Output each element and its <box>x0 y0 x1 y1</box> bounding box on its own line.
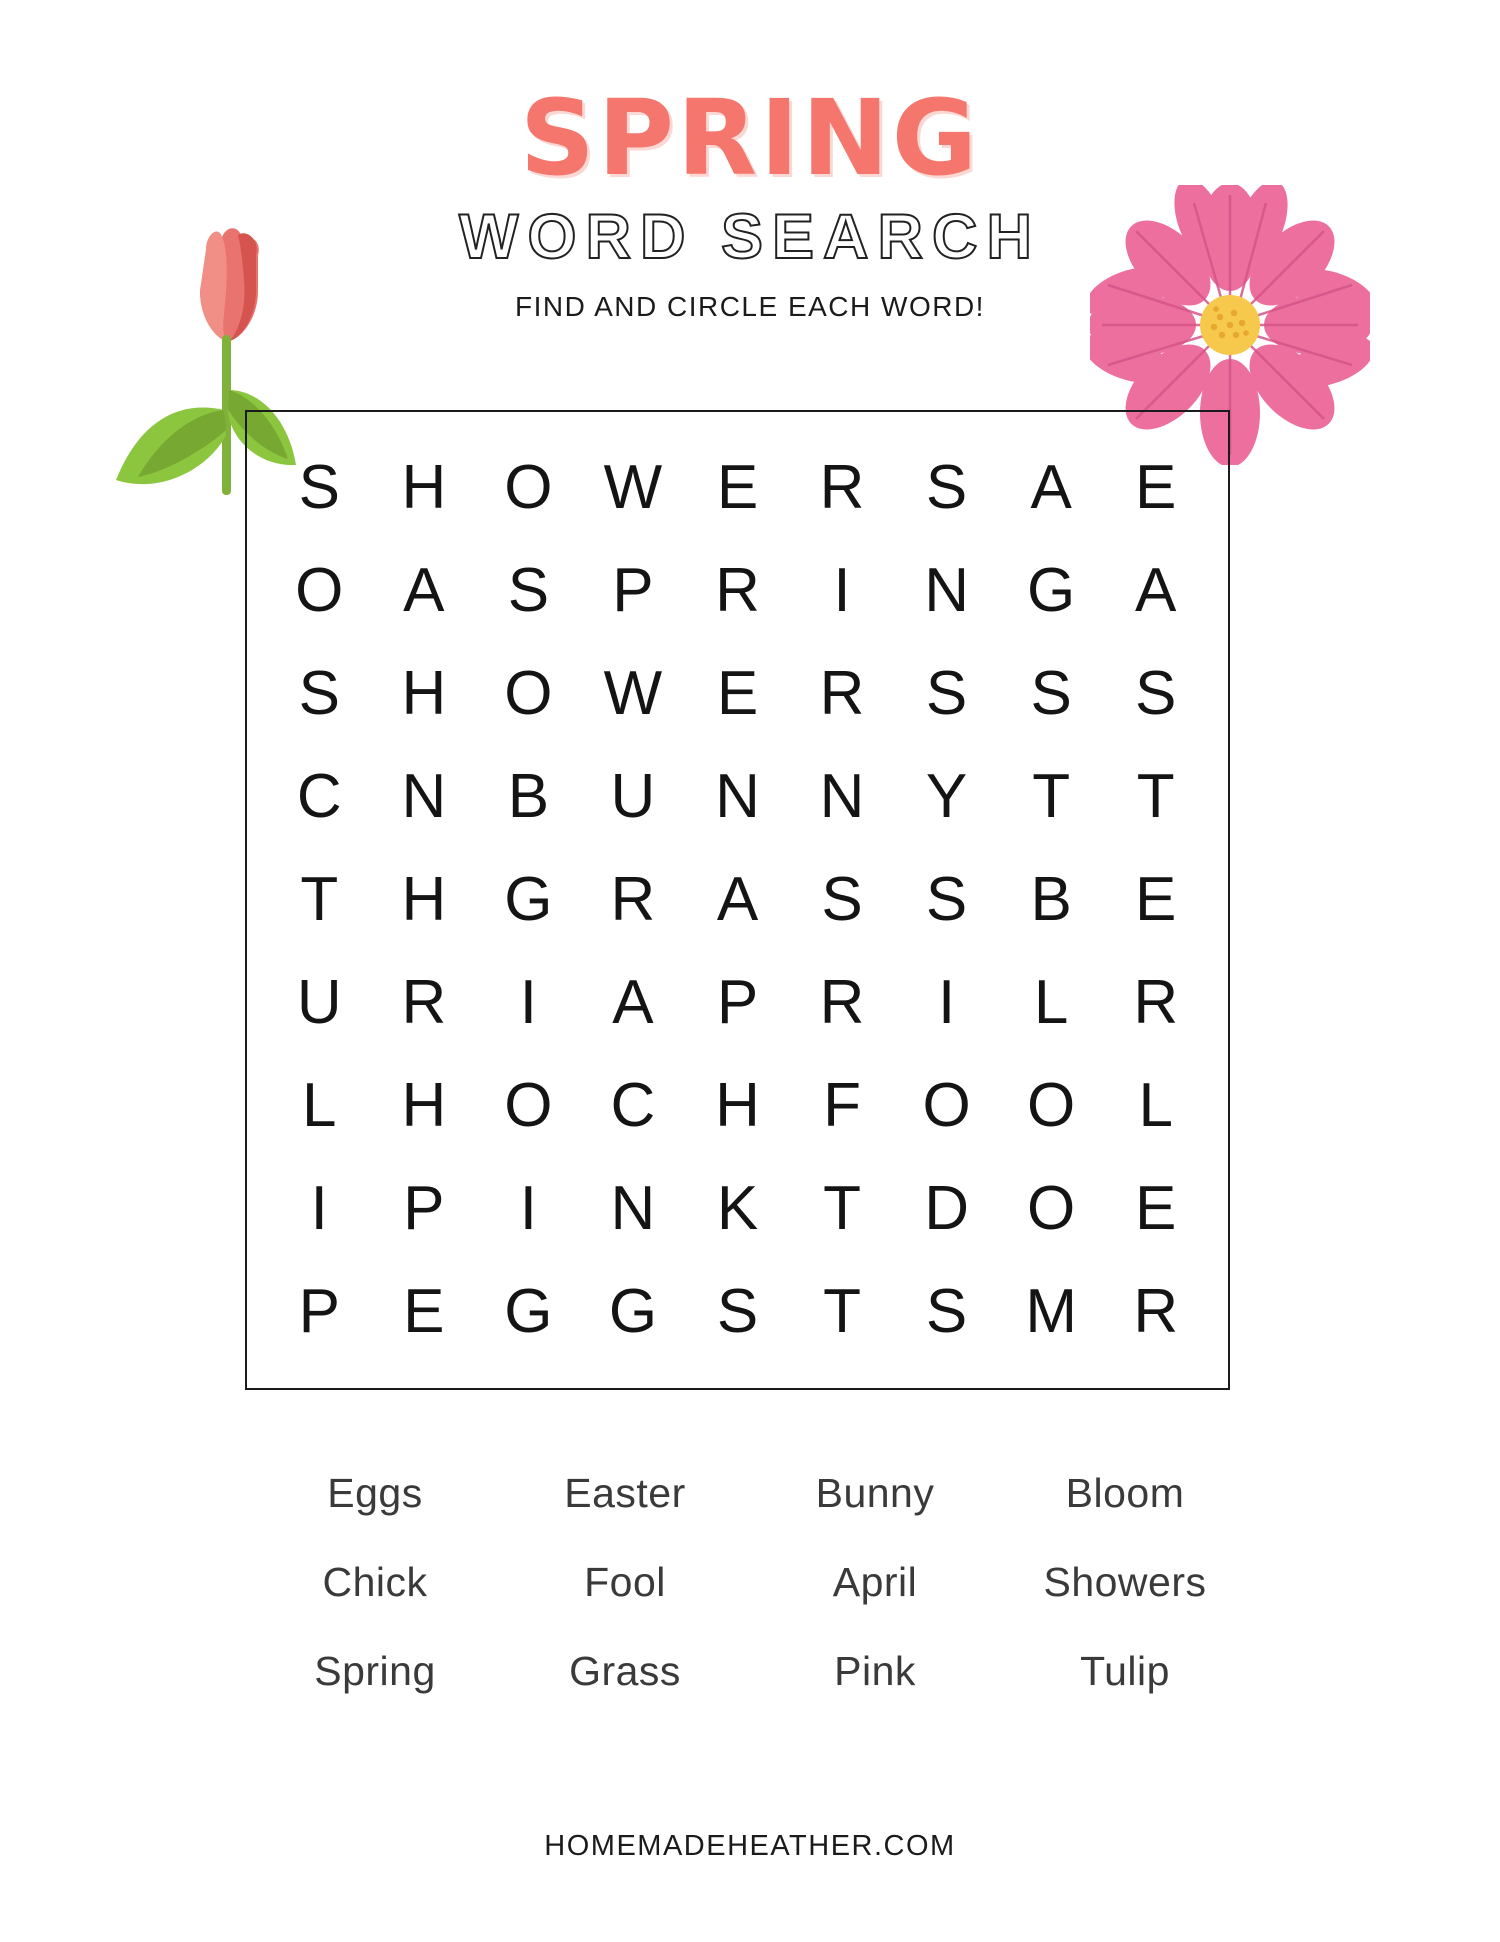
grid-cell: M <box>1025 1277 1077 1347</box>
grid-cell: E <box>1135 452 1177 522</box>
grid-cell: G <box>608 1277 658 1347</box>
grid-cell: P <box>612 555 654 625</box>
grid-cell: S <box>925 864 968 934</box>
grid-cell: E <box>1135 864 1177 934</box>
grid-cell: O <box>922 1071 971 1141</box>
grid-cell: O <box>1027 1174 1076 1244</box>
grid-cell: T <box>1032 761 1071 831</box>
grid-cell: R <box>819 452 865 522</box>
word-list-item: Pink <box>834 1648 916 1694</box>
grid-cell: K <box>716 1174 759 1244</box>
grid-cell: O <box>504 658 553 728</box>
grid-cell: H <box>401 452 447 522</box>
grid-cell: R <box>1133 968 1179 1038</box>
grid-cell: U <box>296 968 342 1038</box>
word-list <box>250 1470 1250 1695</box>
grid-cell: B <box>1030 864 1072 934</box>
grid-cell: A <box>403 555 445 625</box>
grid-cell: S <box>1030 658 1072 728</box>
grid-cell: U <box>610 761 656 831</box>
grid-cell: T <box>1136 761 1175 831</box>
grid-cell: E <box>716 658 759 728</box>
header <box>0 77 1500 323</box>
word-list-item: Spring <box>314 1648 436 1694</box>
grid-cell: L <box>1138 1071 1173 1141</box>
word-list-item: Grass <box>569 1648 681 1694</box>
word-list-item: Tulip <box>1080 1648 1170 1694</box>
word-list-item: Eggs <box>327 1470 423 1516</box>
page-subtitle: WORD SEARCH <box>459 202 1041 272</box>
grid-cell: W <box>603 452 663 522</box>
grid-cell: W <box>603 658 663 728</box>
grid-cell: D <box>924 1174 969 1244</box>
grid-cell: T <box>823 1174 861 1244</box>
grid-cell: S <box>1135 658 1177 728</box>
word-list-item: Fool <box>584 1559 666 1605</box>
grid-cell: H <box>715 1071 760 1141</box>
grid-cell: L <box>302 1071 337 1141</box>
grid-cell: S <box>298 658 340 728</box>
grid-cell: N <box>401 761 447 831</box>
grid-cell: S <box>925 452 968 522</box>
grid-cell: I <box>519 968 537 1038</box>
word-search-grid <box>245 410 1230 1390</box>
instruction-text: FIND AND CIRCLE EACH WORD! <box>515 291 985 322</box>
word-list-item: Easter <box>564 1470 686 1516</box>
grid-cell: P <box>403 1174 445 1244</box>
word-list-item: Bunny <box>815 1470 935 1516</box>
word-list-item: Bloom <box>1065 1470 1185 1516</box>
grid-cell: S <box>507 555 550 625</box>
grid-cell: R <box>819 968 865 1038</box>
grid-cell: R <box>610 864 656 934</box>
grid-cell: H <box>401 658 447 728</box>
grid-cell: E <box>403 1277 445 1347</box>
grid-cell: N <box>924 555 969 625</box>
grid-cell: H <box>401 1071 447 1141</box>
grid-cell: T <box>300 864 339 934</box>
grid-cell: O <box>1027 1071 1076 1141</box>
grid-cell: E <box>716 452 759 522</box>
grid-cell: O <box>504 452 553 522</box>
grid-cell: F <box>823 1071 861 1141</box>
grid-cell: P <box>298 1277 340 1347</box>
grid-cell: G <box>504 864 553 934</box>
grid-cell: H <box>401 864 447 934</box>
grid-cell: N <box>610 1174 656 1244</box>
grid-cell: S <box>716 1277 759 1347</box>
grid-cell: G <box>1027 555 1076 625</box>
grid-cell: I <box>833 555 851 625</box>
grid-cell: Y <box>925 761 968 831</box>
grid-cell: T <box>823 1277 861 1347</box>
grid-cell: O <box>295 555 344 625</box>
grid-cell: B <box>507 761 550 831</box>
grid-cell: A <box>1030 452 1072 522</box>
grid-cell: R <box>1133 1277 1179 1347</box>
grid-cell: S <box>925 1277 968 1347</box>
grid-cell: C <box>610 1071 656 1141</box>
grid-cell: A <box>1135 555 1177 625</box>
grid-cell: N <box>715 761 760 831</box>
grid-cell: A <box>612 968 654 1038</box>
grid-cell: R <box>715 555 760 625</box>
grid-cell: R <box>401 968 447 1038</box>
grid-cell: S <box>821 864 863 934</box>
grid-cell: I <box>937 968 956 1038</box>
word-list-item: Chick <box>322 1559 428 1605</box>
grid-cell: P <box>716 968 759 1038</box>
grid-cell: N <box>819 761 865 831</box>
page-title: SPRING <box>519 77 981 199</box>
grid-cell: S <box>925 658 968 728</box>
grid-cell: I <box>519 1174 537 1244</box>
grid-cell: I <box>310 1174 328 1244</box>
grid-cell: A <box>716 864 759 934</box>
grid-cell: E <box>1135 1174 1177 1244</box>
grid-cell: S <box>298 452 340 522</box>
grid-cell: O <box>504 1071 553 1141</box>
footer-credit: HOMEMADEHEATHER.COM <box>544 1830 956 1862</box>
grid-cell: R <box>819 658 865 728</box>
grid-cell: L <box>1033 968 1069 1038</box>
grid-cell: C <box>296 761 342 831</box>
grid-cell: G <box>504 1277 553 1347</box>
word-list-item: April <box>832 1559 918 1605</box>
word-list-item: Showers <box>1043 1559 1207 1605</box>
